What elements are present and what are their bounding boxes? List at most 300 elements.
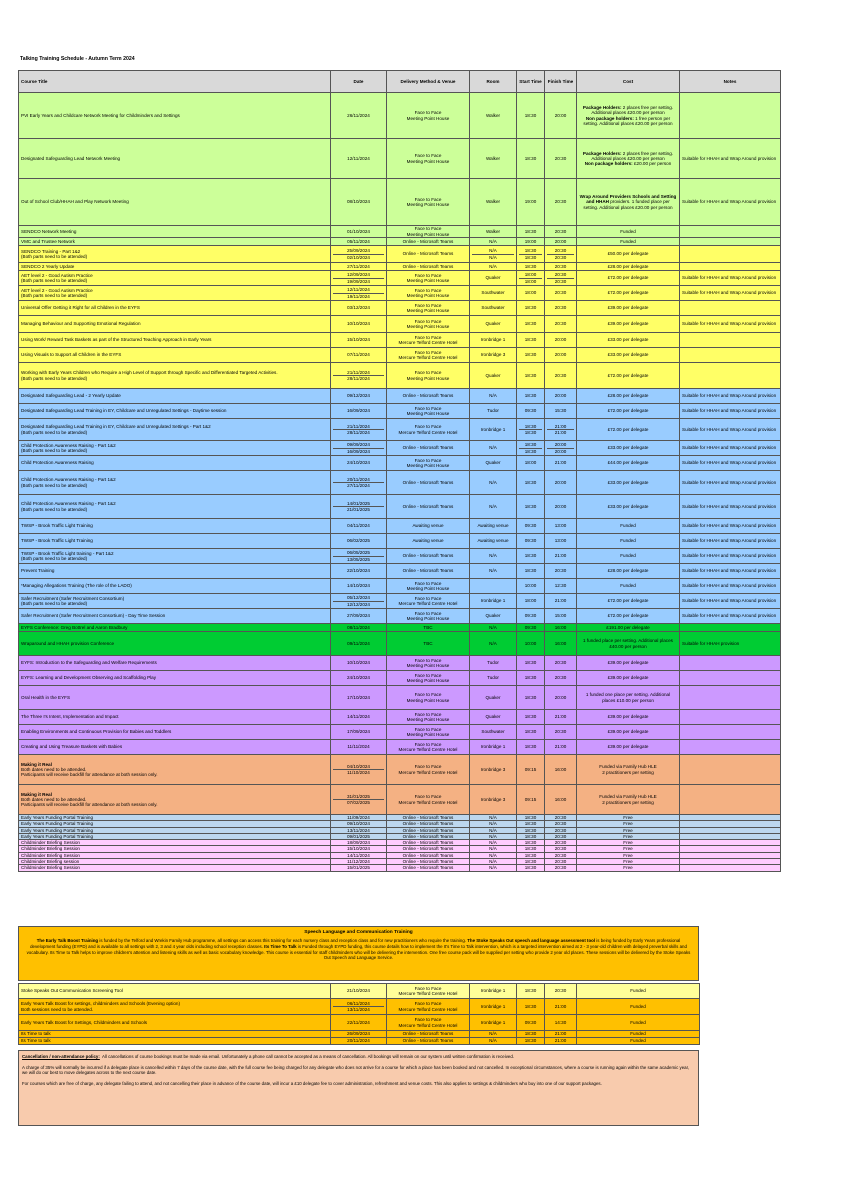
row-finish: 20:30 [545, 725, 577, 740]
row-start [517, 271, 545, 286]
row-cost: Funded [577, 999, 700, 1015]
table-row [19, 725, 781, 740]
row-finish: 16:00 [545, 785, 577, 815]
row-notes [680, 740, 781, 755]
table-row [19, 609, 781, 624]
row-start: 18:30 [517, 865, 545, 871]
row-notes: Suitable for HHAH and Wrap Around provision [680, 404, 781, 419]
row-notes: Suitable for HHAH and Wrap Around provision [680, 456, 781, 471]
row-delivery: Face to Face Meeting Point House [387, 710, 470, 725]
date-part-2: 02/10/2024 [333, 254, 384, 260]
row-course-title: EYFS Conference: Greg Bottrel and Aaron Bradbury [19, 624, 331, 632]
row-delivery: Online - Microsoft Teams [387, 865, 470, 871]
row-start: 18:30 [517, 852, 545, 858]
table-row [19, 419, 781, 441]
row-cost: Funded [577, 238, 680, 246]
row-finish: 20:30 [545, 858, 577, 864]
row-date: 08/10/2024 [331, 179, 387, 226]
date-part-1: 25/09/2024 [347, 248, 370, 254]
row-delivery: Face to Face Meeting Point House [387, 301, 470, 316]
row-cost: £39.00 per delegate [577, 656, 680, 671]
row-cost: Funded [577, 226, 680, 238]
row-course-title: Early Years Funding Portal Training [19, 833, 331, 839]
cancellation-policy [18, 1050, 699, 1126]
row-date: 08/11/2024 [331, 624, 387, 632]
row-course-title: Childminder Briefing session [19, 858, 331, 864]
row-date: 09/11/2024 [331, 632, 387, 656]
row-notes [680, 348, 781, 363]
table-row [19, 549, 781, 564]
row-start: 18:30 [517, 815, 545, 821]
row-start [517, 246, 545, 263]
row-notes: Suitable for HHAH and Wrap Around provision [680, 609, 781, 624]
row-finish [545, 419, 577, 441]
row-course-title: Oral Health in the EYFS [19, 686, 331, 710]
row-cost: £72.00 per delegate [577, 271, 680, 286]
row-delivery: Face to Face Mercure Telford Centre Hotel [387, 755, 470, 785]
col-notes: Notes [680, 71, 781, 93]
speech-heading: Speech Language and Communication Training [304, 930, 413, 935]
date-part-1: 21/11/2024 [347, 423, 370, 429]
row-date [331, 419, 387, 441]
row-finish: 20:30 [545, 984, 577, 999]
date-part-1: 14/01/2025 [347, 500, 370, 506]
row-room: N/A [470, 495, 517, 519]
row-date: 11/11/2024 [331, 740, 387, 755]
row-start: 18:30 [517, 840, 545, 846]
row-date: 17/10/2024 [331, 686, 387, 710]
speech-description [25, 938, 692, 961]
row-delivery: Online - Microsoft Teams [387, 852, 470, 858]
col-finish: Finish Time [545, 71, 577, 93]
row-delivery: Face to Face Meeting Point House [387, 404, 470, 419]
row-cost: £72.00 per delegate [577, 419, 680, 441]
row-room: N/A [470, 632, 517, 656]
row-course-title: Early Years Talk Boost for Settings, Childminders and Schools [19, 1015, 331, 1031]
row-start: 09:30 [517, 609, 545, 624]
room-part-2: N/A [472, 254, 514, 260]
row-room: Tudor [470, 404, 517, 419]
row-start: 19:00 [517, 179, 545, 226]
row-start: 18:30 [517, 821, 545, 827]
row-room: Ironbridge 1 [470, 740, 517, 755]
row-room: Ironbridge 1 [470, 419, 517, 441]
row-delivery: Online - Microsoft Teams [387, 549, 470, 564]
row-room: N/A [470, 858, 517, 864]
row-date: 22/11/2024 [331, 1015, 387, 1031]
row-start: 18:30 [517, 984, 545, 999]
row-start: 18:00 [517, 456, 545, 471]
row-start: 09:30 [517, 534, 545, 549]
table-row [19, 710, 781, 725]
row-room [470, 246, 517, 263]
row-date [331, 471, 387, 495]
row-cost: £39.00 per delegate [577, 725, 680, 740]
row-course-title: Child Protection Awareness Raising - Part 1&2 (Both parts need to be attended) [19, 471, 331, 495]
row-start: 18:30 [517, 858, 545, 864]
row-notes: Suitable for HHAH and Wrap Around provision [680, 594, 781, 609]
finish-part-1: 20:30 [554, 248, 567, 254]
row-notes: Suitable for HHAH and Wrap Around provision [680, 271, 781, 286]
row-cost: £33.00 per delegate [577, 441, 680, 456]
row-cost: £39.00 per delegate [577, 710, 680, 725]
row-room: N/A [470, 471, 517, 495]
row-date: 16/09/2024 [331, 404, 387, 419]
row-room: N/A [470, 624, 517, 632]
row-finish: 20:00 [545, 495, 577, 519]
row-start: 18:30 [517, 263, 545, 271]
row-course-title: EYFS: Learning and Development Observing and Scaffolding Play [19, 671, 331, 686]
start-part-1: 18:30 [524, 423, 537, 429]
policy-heading: Cancellation / non-attendance policy: [22, 1054, 100, 1059]
row-cost: £72.00 per delegate [577, 609, 680, 624]
finish-part-2: 20:30 [547, 254, 574, 260]
row-start: 18:30 [517, 495, 545, 519]
row-finish: 20:30 [545, 363, 577, 389]
date-part-2: 21/01/2025 [333, 506, 384, 512]
col-start: Start Time [517, 71, 545, 93]
row-course-title: TWSP - Brook Traffic Light Training [19, 534, 331, 549]
row-start: 18:30 [517, 1031, 545, 1038]
row-course-title: Managing Behaviour and Supporting Emotional Regulation [19, 316, 331, 333]
row-cost: £33.00 per delegate [577, 495, 680, 519]
row-finish: 21:00 [545, 549, 577, 564]
row-cost: £33.00 per delegate [577, 471, 680, 495]
row-delivery: Face to Face Mercure Telford Centre Hotel [387, 594, 470, 609]
date-part-1: 31/01/2025 [347, 793, 370, 799]
row-room: Walker [470, 93, 517, 139]
row-cost: Free [577, 852, 680, 858]
row-cost: £39.00 per delegate [577, 316, 680, 333]
row-notes: Suitable for HHAH and Wrap Around provision [680, 179, 781, 226]
row-delivery: Face to Face Meeting Point House [387, 226, 470, 238]
row-room: Quaker [470, 686, 517, 710]
row-room: Ironbridge 1 [470, 984, 517, 999]
row-cost: Funded [577, 579, 680, 594]
row-course-title: Universal Offer Getting it Right for all Children in the EYFS [19, 301, 331, 316]
row-delivery: Online - Microsoft Teams [387, 1038, 470, 1045]
row-start: 09:30 [517, 624, 545, 632]
table-row [19, 139, 781, 179]
row-room: N/A [470, 827, 517, 833]
row-course-title: Wraparound and HHAH provision Conference [19, 632, 331, 656]
row-finish: 20:30 [545, 301, 577, 316]
row-notes: Suitable for HHAH and Wrap Around provision [680, 419, 781, 441]
row-date: 07/11/2024 [331, 348, 387, 363]
row-start [517, 441, 545, 456]
row-delivery: Online - Microsoft Teams [387, 564, 470, 579]
row-cost: Funded [577, 534, 680, 549]
row-finish [545, 441, 577, 456]
row-room: Walker [470, 139, 517, 179]
row-cost: Free [577, 865, 680, 871]
row-finish: 21:00 [545, 1038, 577, 1045]
start-part-2: 18:00 [519, 278, 542, 284]
row-course-title: Child Protection Awareness Raising - Part 1&2 (Both parts need to be attended) [19, 495, 331, 519]
row-finish: 16:00 [545, 755, 577, 785]
row-cost: Free [577, 827, 680, 833]
row-start: 18:30 [517, 316, 545, 333]
table-row [19, 456, 781, 471]
row-cost: Package Holders: 2 places free per setting. Additional places £20.00 per person Non package holders: £20.00 per person [577, 139, 680, 179]
row-cost: £44.00 per delegate [577, 456, 680, 471]
row-notes: Suitable for HHAH and Wrap Around provision [680, 534, 781, 549]
table-row [19, 755, 781, 785]
row-course-title: Using Visuals to Support all Children in the EYFS [19, 348, 331, 363]
row-delivery: Face to Face Meeting Point House [387, 609, 470, 624]
date-part-2: 16/09/2024 [333, 448, 384, 454]
row-course-title: TWSP - Brook Traffic Light Training [19, 519, 331, 534]
speech-p3-bold: Its Time To Talk [264, 943, 297, 949]
table-row [19, 238, 781, 246]
row-notes [680, 301, 781, 316]
row-course-title: Childminder Briefing Session [19, 846, 331, 852]
row-delivery: Online - Microsoft Teams [387, 846, 470, 852]
row-delivery: Face to Face Mercure Telford Centre Hotel [387, 740, 470, 755]
row-delivery: Online - Microsoft Teams [387, 833, 470, 839]
date-part-1: 04/10/2024 [347, 763, 370, 769]
row-start: 18:30 [517, 686, 545, 710]
row-cost: Funded [577, 1015, 700, 1031]
table-row [19, 348, 781, 363]
row-room: Quaker [470, 710, 517, 725]
row-notes [680, 785, 781, 815]
row-notes: Suitable for HHAH and Wrap Around provision [680, 139, 781, 179]
row-room: N/A [470, 846, 517, 852]
row-course-title: Enabling Environments and Continuous Provision for Babies and Toddlers [19, 725, 331, 740]
row-room: Ironbridge 1 [470, 594, 517, 609]
row-room: N/A [470, 263, 517, 271]
row-cost: Funded [577, 984, 700, 999]
row-cost: 1 funded one place per setting. Additional places £10.00 per person [577, 686, 680, 710]
row-course-title: Childminder Briefing Session [19, 865, 331, 871]
row-room: Awaiting venue [470, 519, 517, 534]
row-room: N/A [470, 865, 517, 871]
row-finish: 16:00 [545, 632, 577, 656]
row-notes [680, 656, 781, 671]
row-room: N/A [470, 238, 517, 246]
date-part-1: 12/09/2024 [347, 272, 370, 278]
table-row [19, 271, 781, 286]
date-part-2: 13/11/2024 [333, 1006, 384, 1012]
row-delivery: Online - Microsoft Teams [387, 263, 470, 271]
row-start: 18:30 [517, 549, 545, 564]
row-room: Quaker [470, 271, 517, 286]
row-date: 06/02/2025 [331, 534, 387, 549]
row-finish: 20:00 [545, 348, 577, 363]
row-start: 18:30 [517, 226, 545, 238]
row-date: 12/11/2024 [331, 139, 387, 179]
row-delivery: TBC [387, 632, 470, 656]
row-start: 18:30 [517, 833, 545, 839]
speech-p1-bold: The Early Talk Boost Training [36, 938, 99, 944]
row-date [331, 785, 387, 815]
row-delivery: Face to Face Mercure Telford Centre Hotel [387, 999, 470, 1015]
date-part-2: 27/11/2024 [333, 482, 384, 488]
row-date: 20/11/2024 [331, 1038, 387, 1045]
row-course-title: Child Protection Awareness Raising - Part 1&2 (Both parts need to be attended) [19, 441, 331, 456]
row-delivery: Face to Face Meeting Point House [387, 179, 470, 226]
row-finish: 21:00 [545, 710, 577, 725]
date-part-1: 21/11/2024 [347, 369, 370, 375]
row-notes: Suitable for HHAH and Wrap Around provision [680, 549, 781, 564]
row-date [331, 286, 387, 301]
row-course-title: AET level 2 - Good Autism Practice (Both parts need to be attended) [19, 271, 331, 286]
row-notes [680, 725, 781, 740]
row-course-title: Creating and Using Treasure Baskets with Babies [19, 740, 331, 755]
row-delivery: Face to Face Meeting Point House [387, 363, 470, 389]
policy-p1: All cancellations of course bookings must be made via email. Unfortunately a phone call cannot be accepted as a means of cancellation. All bookings will remain on our system until written confirmation is received. [102, 1054, 514, 1059]
row-finish: 21:00 [545, 740, 577, 755]
row-start: 18:30 [517, 725, 545, 740]
schedule-title: Talking Training Schedule - Autumn Term 2024 [20, 56, 135, 62]
row-finish: 20:00 [545, 238, 577, 246]
table-row [19, 471, 781, 495]
row-course-title: VMC and Trustee Network [19, 238, 331, 246]
row-date: 15/01/2025 [331, 865, 387, 871]
row-cost: Funded [577, 1031, 700, 1038]
row-cost: Funded via Family Hub HLE 2 practitioners per setting [577, 785, 680, 815]
col-room: Room [470, 71, 517, 93]
row-course-title: Early Years Funding Portal Training [19, 821, 331, 827]
row-room: Quaker [470, 316, 517, 333]
row-cost: Free [577, 840, 680, 846]
row-start: 18:30 [517, 348, 545, 363]
row-date [331, 755, 387, 785]
col-cost: Cost [577, 71, 680, 93]
row-date: 26/09/2024 [331, 1031, 387, 1038]
row-delivery: Online - Microsoft Teams [387, 815, 470, 821]
row-start: 18:30 [517, 363, 545, 389]
row-start: 10:00 [517, 632, 545, 656]
row-delivery: Awaiting venue [387, 534, 470, 549]
row-notes: Suitable for HHAH and Wrap Around provision [680, 316, 781, 333]
speech-table [18, 983, 700, 1045]
row-delivery: Face to Face Mercure Telford Centre Hotel [387, 984, 470, 999]
row-date [331, 441, 387, 456]
row-start: 18:30 [517, 564, 545, 579]
schedule-table [18, 70, 781, 872]
row-finish: 20:30 [545, 840, 577, 846]
row-finish: 13:00 [545, 519, 577, 534]
row-date: 27/11/2024 [331, 263, 387, 271]
row-start: 18:30 [517, 671, 545, 686]
policy-p3: For courses which are free of charge, any delegate failing to attend, and not cancelling their place in advance of the course date, will incur a £10 delegate fee to cover administration, refreshment and venue costs. This also applies to settings & childminders who buy into one of our support packages. [22, 1081, 602, 1087]
table-row [19, 301, 781, 316]
row-finish: 20:30 [545, 821, 577, 827]
row-delivery: Face to Face Meeting Point House [387, 139, 470, 179]
row-finish [545, 246, 577, 263]
row-course-title: SENDCO 2 Yearly Update [19, 263, 331, 271]
row-finish: 20:30 [545, 846, 577, 852]
row-delivery: Face to Face Meeting Point House [387, 686, 470, 710]
date-part-2: 28/11/2024 [333, 375, 384, 381]
row-finish: 20:30 [545, 179, 577, 226]
row-finish: 20:30 [545, 865, 577, 871]
row-delivery: Face to Face Meeting Point House [387, 579, 470, 594]
row-date: 17/09/2024 [331, 725, 387, 740]
row-finish: 20:00 [545, 93, 577, 139]
date-part-2: 07/02/2025 [333, 799, 384, 805]
row-date: 04/11/2024 [331, 519, 387, 534]
row-delivery: Online - Microsoft Teams [387, 495, 470, 519]
start-part-2: 18:30 [519, 429, 542, 435]
row-room: N/A [470, 852, 517, 858]
row-finish: 20:30 [545, 139, 577, 179]
table-row [19, 999, 700, 1015]
row-room: N/A [470, 815, 517, 821]
date-part-1: 09/09/2024 [347, 442, 370, 448]
row-delivery: Online - Microsoft Teams [387, 1031, 470, 1038]
row-notes: Suitable for HHAH and Wrap Around provision [680, 495, 781, 519]
row-notes: Suitable for HHAH and Wrap Around provision [680, 564, 781, 579]
table-row [19, 579, 781, 594]
row-cost: Funded [577, 519, 680, 534]
row-finish: 20:00 [545, 471, 577, 495]
row-date: 14/11/2024 [331, 852, 387, 858]
start-part-2: 18:30 [519, 448, 542, 454]
row-date: 10/10/2024 [331, 316, 387, 333]
row-date: 27/09/2024 [331, 609, 387, 624]
row-room: Ironbridge 1 [470, 333, 517, 348]
row-notes [680, 671, 781, 686]
row-notes: Suitable for HHAH provision [680, 632, 781, 656]
table-row [19, 1015, 700, 1031]
finish-part-2: 20:00 [547, 448, 574, 454]
speech-p2: is being funded by Early Years professional development funding (EYPD) and is available to all settings with 2, 3 and 4 year olds including school reception classes. [30, 938, 681, 949]
start-part-1: 18:30 [524, 248, 537, 254]
row-room: Walker [470, 226, 517, 238]
row-delivery: Face to Face Mercure Telford Centre Hotel [387, 348, 470, 363]
row-room: N/A [470, 1038, 517, 1045]
row-start: 09:30 [517, 404, 545, 419]
row-cost: Free [577, 858, 680, 864]
row-start: 18:30 [517, 999, 545, 1015]
table-row [19, 1031, 700, 1038]
row-room: N/A [470, 389, 517, 404]
table-row [19, 1038, 700, 1045]
table-row [19, 534, 781, 549]
row-course-title: Its Time to talk [19, 1038, 331, 1045]
row-start: 18:30 [517, 827, 545, 833]
finish-part-1: 21:00 [554, 423, 567, 429]
date-part-1: 05/12/2024 [347, 595, 370, 601]
row-date: 09/01/2025 [331, 833, 387, 839]
row-delivery: Online - Microsoft Teams [387, 441, 470, 456]
row-start: 18:30 [517, 1038, 545, 1045]
row-date: 11/12/2024 [331, 858, 387, 864]
row-cost: £72.00 per delegate [577, 404, 680, 419]
row-date: 11/09/2024 [331, 815, 387, 821]
finish-part-2: 20:30 [547, 278, 574, 284]
row-room: N/A [470, 840, 517, 846]
row-cost: Wrap Around Providers Schools and Setting and HHAH providers. 1 funded place per setting. Additional places £20.00 per person [577, 179, 680, 226]
row-finish: 20:30 [545, 671, 577, 686]
row-finish: 20:30 [545, 286, 577, 301]
row-delivery: Awaiting venue [387, 519, 470, 534]
row-course-title: Designated Safeguarding Lead - 2 Yearly Update [19, 389, 331, 404]
row-cost: £39.00 per delegate [577, 671, 680, 686]
row-date [331, 594, 387, 609]
row-course-title: Designated Safeguarding Lead Training in EY, Childcare and Unregulated Settings - Daytime session [19, 404, 331, 419]
row-finish: 20:30 [545, 316, 577, 333]
date-part-2: 19/11/2024 [333, 293, 384, 299]
row-date: 14/11/2024 [331, 710, 387, 725]
row-start: 09:30 [517, 519, 545, 534]
row-date: 03/12/2024 [331, 301, 387, 316]
row-date: 26/11/2024 [331, 93, 387, 139]
table-row [19, 632, 781, 656]
